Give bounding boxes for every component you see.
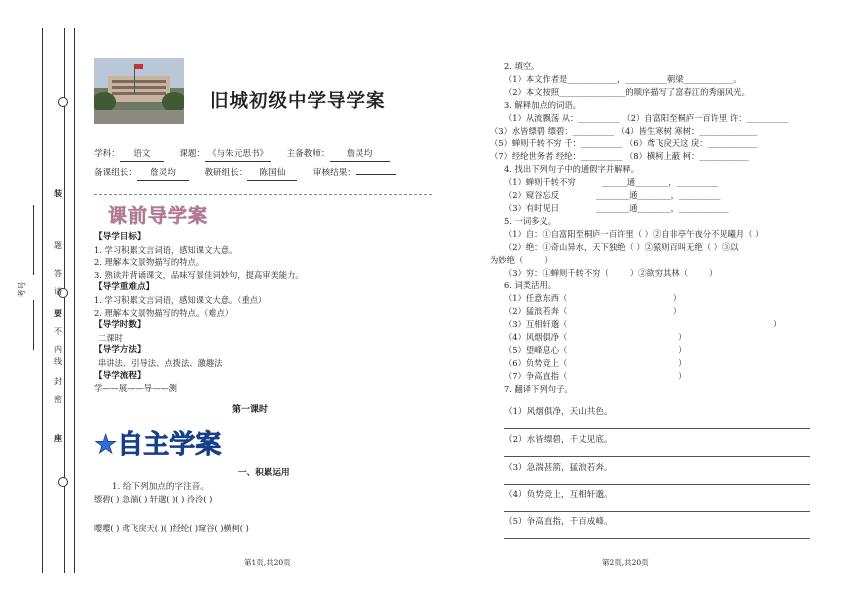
- accum-title: 一、积累运用: [238, 468, 290, 478]
- right-content: [490, 60, 850, 396]
- q6-title: 6. 词类活用。: [504, 280, 557, 291]
- keypoints-head: 【导学重难点】: [94, 282, 155, 293]
- q3-line: （1）从流飘荡 从：__________ （2）自富阳至桐庐一百许里 许：__________: [504, 112, 788, 123]
- q6-line: （4）风烟俱净（ ）: [504, 332, 687, 343]
- method-head: 【导学方法】: [94, 345, 146, 356]
- margin-char-3: 题: [54, 241, 62, 250]
- q6-line: （3）互相轩邈（ ）: [504, 319, 782, 330]
- header-divider: [94, 194, 432, 195]
- q7-item: （5）争高直指，千百成峰。: [504, 517, 613, 527]
- topic-label: 课题：: [179, 149, 206, 159]
- q5-title: 5. 一词多义。: [504, 215, 557, 226]
- margin-char-8: 线: [54, 357, 62, 366]
- q4-line: （2）窥谷忘反 ________通________，__________: [504, 190, 721, 201]
- info-row-1: [94, 148, 390, 162]
- q1-title: 1. 给下列加点的字注音。: [112, 482, 209, 492]
- q6-line: （2）猛浪若奔（ ）: [504, 306, 682, 317]
- answer-line[interactable]: [504, 484, 810, 485]
- time-head: 【导学时数】: [94, 320, 146, 331]
- review-label: 审核结果：: [312, 168, 356, 178]
- binding-hole-3: [58, 477, 68, 487]
- teacher-label: 主备教师：: [286, 149, 330, 159]
- review-value: [356, 174, 396, 175]
- keypoint-item: 1. 学习积累文言词语，感知课文大意。（重点）: [94, 294, 267, 305]
- process-text: 学——展——导——测: [94, 383, 177, 394]
- q3-line: （3）水皆缥碧 缥碧：__________ （4）皆生寒树 寒树：______________: [490, 125, 758, 136]
- prep-leader-value: 詹灵均: [137, 167, 189, 181]
- page-footer-left: 第1页,共20页: [244, 558, 291, 567]
- method-text: 串讲法、引导法、点拨法、激趣法: [98, 357, 223, 368]
- school-title: 旧城初级中学导学案: [210, 91, 386, 112]
- margin-char-9: 封: [54, 377, 62, 386]
- kaohao-line: [33, 205, 34, 275]
- q6-line: （6）负势竞上（ ）: [504, 357, 687, 368]
- q2-title: 2. 填空。: [504, 61, 540, 71]
- margin-char-10: 密: [54, 395, 62, 404]
- right-page: [484, 0, 854, 607]
- goal-item: 2. 理解本文景物描写的特点。: [94, 257, 205, 268]
- answer-line[interactable]: [504, 456, 810, 457]
- left-page: [88, 0, 440, 607]
- q7-item: （3）急湍甚箭，猛浪若奔。: [504, 463, 613, 473]
- binding-margin: [0, 0, 88, 607]
- answer-line[interactable]: [504, 511, 810, 512]
- margin-char-6: 要: [54, 308, 62, 318]
- q6-line: （1）任意东西（ ）: [504, 293, 682, 304]
- prep-leader-label: 备课组长：: [94, 168, 137, 178]
- q5-line: （1）自：①自富阳至桐庐一百许里（ ）②自非亭午夜分不见曦月（ ）: [504, 228, 764, 239]
- topic-value: 《与朱元思书》: [205, 148, 271, 162]
- subject-value: 语文: [120, 148, 164, 162]
- q4-title: 4. 找出下列句子中的通假字并解释。: [504, 164, 640, 175]
- subject-label: 学科：: [94, 149, 120, 159]
- margin-char-5: 不: [54, 327, 62, 336]
- q7-item: （1）风烟俱净，天山共色。: [504, 407, 613, 417]
- answer-line[interactable]: [504, 538, 810, 539]
- q4-line: （3）有时见日 ________通________，____________: [504, 202, 729, 213]
- q3-line: （7）经纶世务者 经纶：__________ （8）横柯上蔽 柯：____________: [490, 151, 750, 162]
- teach-leader-value: 陈国仙: [247, 167, 297, 181]
- binding-hole-1: [58, 97, 68, 107]
- q3-line: （5）蝉则千转不穷 千：__________ （6）鸢飞戾天这 戾：____________: [490, 138, 758, 149]
- q5-line: 为妙绝（ ）: [490, 254, 553, 265]
- teach-leader-label: 教研组长：: [204, 168, 248, 178]
- q7-item: （4）负势竞上，互相轩邈。: [504, 490, 613, 500]
- q1-row-1: 缥碧( ) 急湍( ) 轩邈( )( ) 泠泠( ): [94, 494, 213, 504]
- answer-line[interactable]: [504, 428, 810, 429]
- self-study-banner: ★自主学案: [94, 430, 222, 460]
- teacher-value: 詹灵均: [330, 148, 390, 162]
- margin-char-1: 装: [54, 188, 62, 198]
- margin-char-4: 请: [54, 287, 62, 296]
- margin-char-11: 座: [54, 433, 62, 443]
- q6-line: （5）望峰息心（ ）: [504, 344, 687, 355]
- binding-line-inner: [64, 28, 65, 573]
- margin-char-7: 内: [54, 345, 62, 354]
- q5-line: （2）绝：①奇山异水，天下独绝（ ）②猿则百叫无绝（ ）③以: [504, 241, 739, 252]
- binding-line-right: [74, 28, 75, 573]
- q6-line: （7）争高直指（ ）: [504, 370, 687, 381]
- kaohao-line-2: [33, 300, 34, 350]
- margin-char-2: 答: [54, 269, 62, 278]
- q3-title: 3. 解释加点的词语。: [504, 99, 581, 110]
- q7-title: 7. 翻译下列句子。: [504, 383, 573, 394]
- q1-row-2: 嘤嘤( ) 鸢飞戾天( )( )经纶( )窥谷( )横柯( ): [94, 523, 249, 533]
- process-head: 【导学流程】: [94, 370, 146, 381]
- goals-head: 【导学目标】: [94, 232, 146, 242]
- q5-line: （3）穷：①蝉则千转不穷（ ）②欲穷其林（ ）: [504, 267, 718, 278]
- q7-item: （2）水皆缥碧，千丈见底。: [504, 435, 613, 445]
- time-text: 二课时: [98, 332, 123, 343]
- q2-line: （1）本文作者是____________，__________朝梁____________。: [504, 73, 742, 84]
- info-row-2: [94, 167, 396, 181]
- school-building-image: [94, 58, 184, 124]
- q2-line: （2）本文按照________________的顺序描写了富春江的秀丽风光。: [504, 86, 750, 97]
- pre-class-banner: 课前导学案: [108, 205, 209, 227]
- lesson-title: 第一课时: [232, 405, 269, 415]
- school-photo: [94, 58, 184, 124]
- goal-item: 1. 学习积累文言词语，感知课文大意。: [94, 244, 238, 255]
- binding-line-outer: [42, 28, 43, 573]
- q4-line: （1）蝉则千转不穷 ______通________，__________: [504, 177, 719, 188]
- kaohao-label: 考号: [17, 281, 27, 298]
- lesson-content: [94, 231, 434, 395]
- page-footer-right: 第2页,共20页: [602, 558, 649, 567]
- keypoint-item: 2. 理解本文景物描写的特点。（难点）: [94, 307, 234, 318]
- goal-item: 3. 熟读并背诵课文，品味写景佳词妙句，提高审美能力。: [94, 269, 304, 280]
